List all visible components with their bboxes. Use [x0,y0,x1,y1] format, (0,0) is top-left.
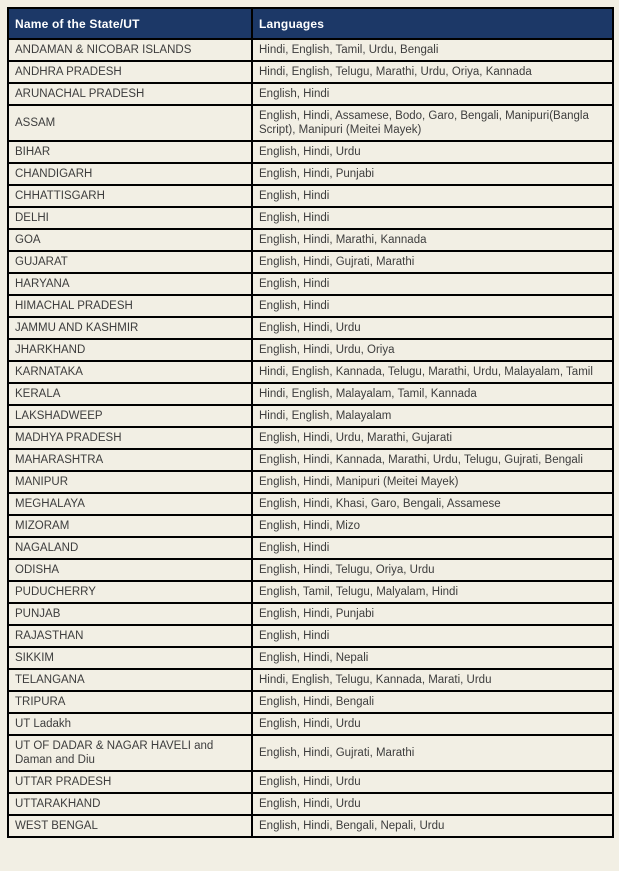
languages-cell: English, Hindi, Nepali [252,647,613,669]
languages-cell: Hindi, English, Telugu, Kannada, Marati, Urdu [252,669,613,691]
state-column-header: Name of the State/UT [8,8,252,39]
languages-cell: Hindi, English, Kannada, Telugu, Marathi, Urdu, Malayalam, Tamil [252,361,613,383]
state-cell: UTTARAKHAND [8,793,252,815]
state-cell: ANDAMAN & NICOBAR ISLANDS [8,39,252,61]
languages-cell: English, Hindi, Khasi, Garo, Bengali, Assamese [252,493,613,515]
languages-cell: English, Hindi, Urdu [252,793,613,815]
languages-cell: English, Hindi [252,185,613,207]
languages-column-header: Languages [252,8,613,39]
table-row [8,83,613,105]
state-cell: RAJASTHAN [8,625,252,647]
table-row [8,229,613,251]
table-row [8,581,613,603]
table-row [8,815,613,837]
table-row [8,383,613,405]
table-row [8,793,613,815]
languages-cell: Hindi, English, Malayalam, Tamil, Kannada [252,383,613,405]
languages-cell: English, Hindi, Marathi, Kannada [252,229,613,251]
state-cell: TELANGANA [8,669,252,691]
languages-cell: English, Hindi, Telugu, Oriya, Urdu [252,559,613,581]
state-languages-table [7,7,614,838]
table-row [8,251,613,273]
state-cell: HIMACHAL PRADESH [8,295,252,317]
languages-cell: English, Hindi [252,207,613,229]
table-row [8,317,613,339]
state-cell: MIZORAM [8,515,252,537]
state-cell: NAGALAND [8,537,252,559]
table-row [8,515,613,537]
languages-cell: English, Hindi [252,295,613,317]
state-cell: UT Ladakh [8,713,252,735]
table-row [8,735,613,771]
table-row [8,207,613,229]
state-cell: BIHAR [8,141,252,163]
languages-cell: English, Hindi, Urdu [252,141,613,163]
languages-cell: English, Tamil, Telugu, Malyalam, Hindi [252,581,613,603]
languages-cell: English, Hindi, Manipuri (Meitei Mayek) [252,471,613,493]
table-row [8,471,613,493]
table-row [8,493,613,515]
languages-cell: Hindi, English, Malayalam [252,405,613,427]
state-cell: ASSAM [8,105,252,141]
state-cell: ANDHRA PRADESH [8,61,252,83]
languages-cell: English, Hindi, Gujrati, Marathi [252,251,613,273]
languages-cell: English, Hindi, Gujrati, Marathi [252,735,613,771]
state-cell: SIKKIM [8,647,252,669]
languages-cell: English, Hindi [252,625,613,647]
table-row [8,163,613,185]
table-row [8,537,613,559]
state-cell: UT OF DADAR & NAGAR HAVELI and Daman and Diu [8,735,252,771]
table-row [8,339,613,361]
state-cell: JHARKHAND [8,339,252,361]
languages-cell: English, Hindi, Urdu [252,317,613,339]
table-row [8,625,613,647]
table-row [8,647,613,669]
state-cell: ARUNACHAL PRADESH [8,83,252,105]
table-row [8,295,613,317]
state-cell: MEGHALAYA [8,493,252,515]
state-cell: KERALA [8,383,252,405]
languages-cell: English, Hindi, Punjabi [252,163,613,185]
languages-cell: English, Hindi, Bengali [252,691,613,713]
state-cell: GOA [8,229,252,251]
languages-cell: English, Hindi, Urdu [252,713,613,735]
table-row [8,449,613,471]
state-cell: CHHATTISGARH [8,185,252,207]
languages-cell: English, Hindi [252,273,613,295]
languages-cell: English, Hindi [252,83,613,105]
table-row [8,39,613,61]
languages-cell: English, Hindi, Urdu, Marathi, Gujarati [252,427,613,449]
state-cell: DELHI [8,207,252,229]
languages-cell: English, Hindi [252,537,613,559]
table-row [8,141,613,163]
table-row [8,427,613,449]
languages-cell: English, Hindi, Kannada, Marathi, Urdu, Telugu, Gujrati, Bengali [252,449,613,471]
state-cell: PUNJAB [8,603,252,625]
state-cell: CHANDIGARH [8,163,252,185]
languages-cell: English, Hindi, Assamese, Bodo, Garo, Bengali, Manipuri(Bangla Script), Manipuri (Meitei Mayek) [252,105,613,141]
table-row [8,361,613,383]
table-row [8,559,613,581]
state-cell: KARNATAKA [8,361,252,383]
table-row [8,603,613,625]
languages-cell: English, Hindi, Mizo [252,515,613,537]
languages-cell: English, Hindi, Urdu, Oriya [252,339,613,361]
table-row [8,273,613,295]
table-body [8,39,613,837]
state-cell: GUJARAT [8,251,252,273]
state-cell: WEST BENGAL [8,815,252,837]
state-cell: LAKSHADWEEP [8,405,252,427]
state-cell: PUDUCHERRY [8,581,252,603]
state-cell: MANIPUR [8,471,252,493]
table-row [8,691,613,713]
state-cell: MADHYA PRADESH [8,427,252,449]
state-cell: JAMMU AND KASHMIR [8,317,252,339]
state-cell: ODISHA [8,559,252,581]
state-cell: MAHARASHTRA [8,449,252,471]
table-row [8,405,613,427]
languages-cell: English, Hindi, Punjabi [252,603,613,625]
table-row [8,771,613,793]
state-cell: TRIPURA [8,691,252,713]
languages-cell: Hindi, English, Tamil, Urdu, Bengali [252,39,613,61]
languages-cell: Hindi, English, Telugu, Marathi, Urdu, Oriya, Kannada [252,61,613,83]
table-row [8,185,613,207]
table-row [8,713,613,735]
table-row [8,61,613,83]
languages-cell: English, Hindi, Urdu [252,771,613,793]
header-row [8,8,613,39]
state-cell: HARYANA [8,273,252,295]
state-cell: UTTAR PRADESH [8,771,252,793]
languages-cell: English, Hindi, Bengali, Nepali, Urdu [252,815,613,837]
table-row [8,669,613,691]
table-row [8,105,613,141]
